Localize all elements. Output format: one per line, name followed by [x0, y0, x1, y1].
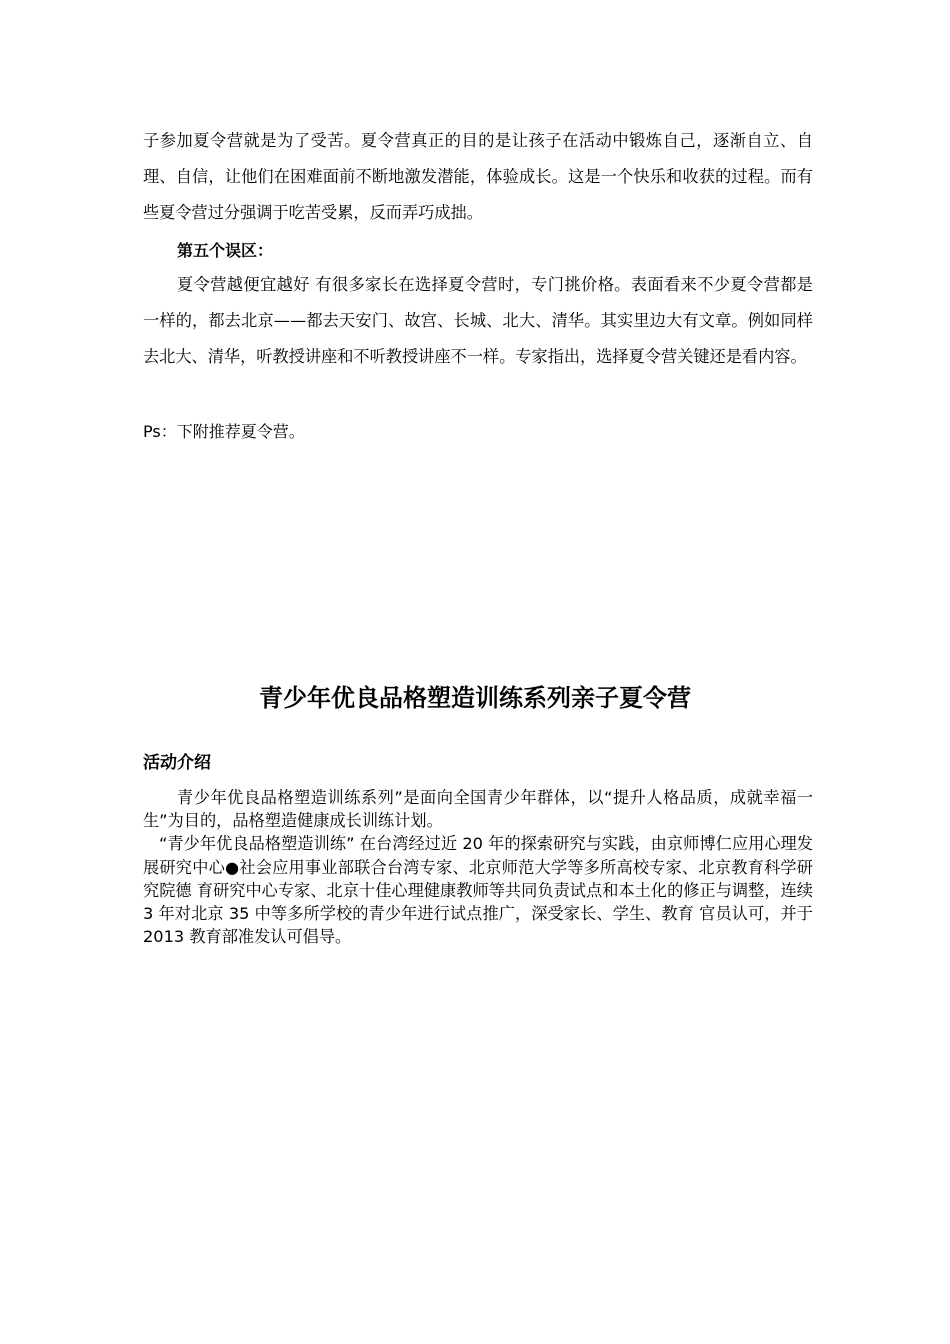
intro-paragraph: “青少年优良品格塑造训练” 在台湾经过近 20 年的探索研究与实践，由京师博仁应用心理发展研究中心●社会应用事业部联合台湾专家、北京师范大学等多所高校专家、北京教育科学研究院德 育研究中心专家、北京十佳心理健康教师等共同负责试点和本土化的修正与调整，连续 3 年对北京 35 中等多所学校的青少年进行试点推广，深受家长、学生、教育 官员认可，并于 2013 教育部准发认可倡导。: [143, 834, 813, 947]
intro-section: [143, 786, 813, 948]
body-paragraph: 子参加夏令营就是为了受苦。夏令营真正的目的是让孩子在活动中锻炼自己，逐渐自立、自理、自信，让他们在困难面前不断地激发潜能，体验成长。这是一个快乐和收获的过程。而有些夏令营过分强调于吃苦受累，反而弄巧成拙。: [143, 131, 813, 222]
ps-note: Ps：下附推荐夏令营。: [143, 422, 305, 441]
section-heading: 活动介绍: [143, 753, 211, 773]
intro-paragraph: 青少年优良品格塑造训练系列”是面向全国青少年群体，以“提升人格品质，成就幸福一生”为目的，品格塑造健康成长训练计划。: [143, 788, 813, 831]
page-title: 青少年优良品格塑造训练系列亲子夏令营: [259, 684, 691, 712]
mistake-heading: 第五个误区：: [177, 241, 274, 260]
body-paragraph: 夏令营越便宜越好 有很多家长在选择夏令营时，专门挑价格。表面看来不少夏令营都是一样的，都去北京——都去天安门、故宫、长城、北大、清华。其实里边大有文章。例如同样去北大、清华，听教授讲座和不听教授讲座不一样。专家指出，选择夏令营关键还是看内容。: [143, 275, 813, 366]
